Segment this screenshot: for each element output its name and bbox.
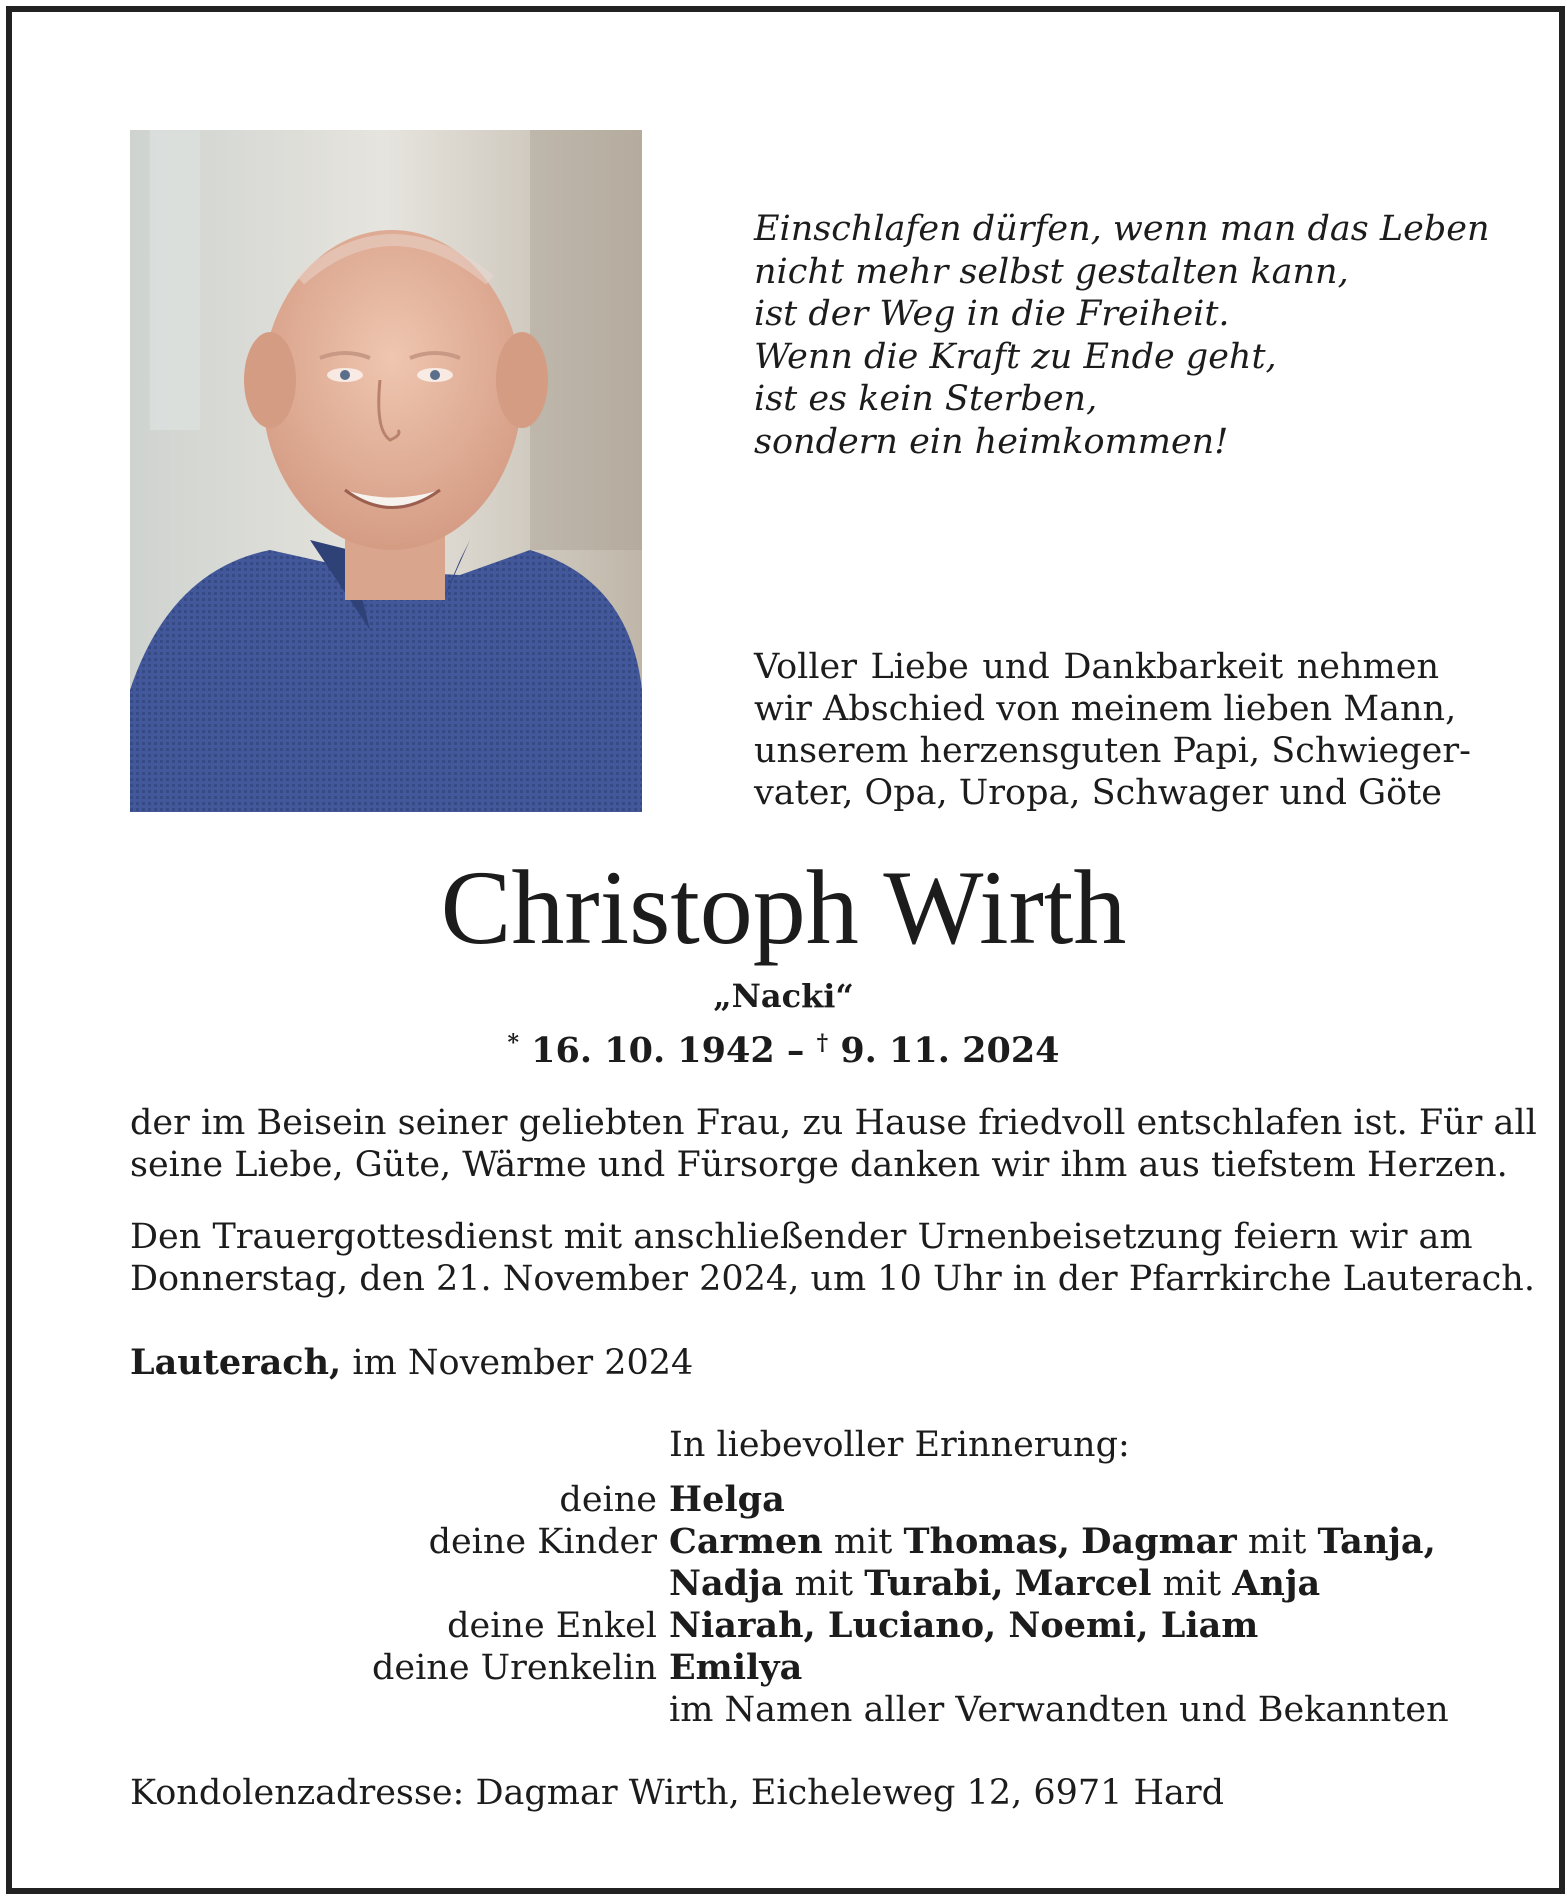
child-name: Marcel <box>1014 1563 1152 1604</box>
family-label: deine Urenkelin <box>371 1648 657 1688</box>
memory-heading: In liebevoller Erinnerung: <box>669 1425 1130 1465</box>
grandchildren-names: Niarah, Luciano, Noemi, Liam <box>669 1605 1259 1646</box>
paragraph-line: Donnerstag, den 21. November 2024, um 10 Uhr in der Pfarrkirche Lauterach. <box>130 1259 1535 1299</box>
place-date <box>130 1342 693 1384</box>
intro-line: unserem herzensguten Papi, Schwieger- <box>754 731 1471 771</box>
place-city: Lauterach, <box>130 1342 342 1383</box>
intro-line: wir Abschied von meinem lieben Mann, <box>754 689 1457 729</box>
farewell-paragraph <box>130 1102 1537 1186</box>
date-separator: – <box>786 1030 805 1071</box>
child-name: Nadja <box>669 1563 784 1604</box>
poem-line: Wenn die Kraft zu Ende geht, <box>754 336 1277 377</box>
with-word: mit <box>833 1522 893 1562</box>
intro-line: vater, Opa, Uropa, Schwager und Göte <box>754 773 1442 813</box>
partner-name: Tanja, <box>1317 1521 1436 1562</box>
family-row-closing <box>0 1689 1567 1731</box>
family-label: deine <box>559 1480 657 1520</box>
greatgrandchild-name: Emilya <box>669 1647 803 1688</box>
with-word: mit <box>794 1564 854 1604</box>
birth-symbol: * <box>507 1030 519 1056</box>
partner-name: Anja <box>1232 1563 1321 1604</box>
birth-date: 16. 10. 1942 <box>531 1030 775 1071</box>
family-label: deine Kinder <box>428 1522 657 1562</box>
partner-name: Thomas, <box>903 1521 1070 1562</box>
poem-line: Einschlafen dürfen, wenn man das Leben <box>754 209 1490 249</box>
partner-name: Turabi, <box>864 1563 1004 1604</box>
paragraph-line: der im Beisein seiner geliebten Frau, zu Hause friedvoll entschlafen ist. Für all <box>130 1103 1537 1143</box>
family-names <box>669 1479 785 1521</box>
family-closing: im Namen aller Verwandten und Bekannten <box>669 1690 1449 1730</box>
poem-line: sondern ein heimkommen! <box>754 421 1229 462</box>
family-names <box>669 1563 1320 1605</box>
deceased-nickname: „Nacki“ <box>713 977 854 1015</box>
with-word: mit <box>1162 1564 1222 1604</box>
portrait-photo <box>130 130 642 812</box>
poem <box>754 208 1490 463</box>
family-list <box>0 1479 1567 1731</box>
death-date: 9. 11. 2024 <box>840 1030 1060 1071</box>
family-row-children-cont <box>0 1563 1567 1605</box>
intro-line: Voller Liebe und Dankbarkeit nehmen <box>754 647 1439 687</box>
intro-text <box>754 646 1471 814</box>
place-month: im November 2024 <box>352 1343 694 1383</box>
deceased-name: Christoph Wirth <box>440 849 1127 966</box>
death-symbol: † <box>816 1030 829 1056</box>
poem-line: nicht mehr selbst gestalten kann, <box>754 251 1349 292</box>
family-names <box>669 1605 1258 1647</box>
family-row-children <box>0 1521 1567 1563</box>
poem-line: ist der Weg in die Freiheit. <box>754 294 1230 334</box>
family-row-grandchildren <box>0 1605 1567 1647</box>
family-names <box>669 1521 1436 1563</box>
service-paragraph <box>130 1216 1535 1300</box>
with-word: mit <box>1247 1522 1307 1562</box>
wife-name: Helga <box>669 1479 785 1520</box>
paragraph-line: seine Liebe, Güte, Wärme und Fürsorge danken wir ihm aus tiefstem Herzen. <box>130 1145 1508 1185</box>
family-names <box>669 1647 802 1689</box>
family-label: deine Enkel <box>447 1606 657 1646</box>
paragraph-line: Den Trauergottesdienst mit anschließender Urnenbeisetzung feiern wir am <box>130 1217 1473 1257</box>
child-name: Dagmar <box>1081 1521 1237 1562</box>
family-row-wife <box>0 1479 1567 1521</box>
condolence-address: Kondolenzadresse: Dagmar Wirth, Eicheleweg 12, 6971 Hard <box>130 1773 1225 1813</box>
family-row-greatgrandchild <box>0 1647 1567 1689</box>
life-dates <box>0 1022 1567 1072</box>
child-name: Carmen <box>669 1521 823 1562</box>
poem-line: ist es kein Sterben, <box>754 379 1098 419</box>
